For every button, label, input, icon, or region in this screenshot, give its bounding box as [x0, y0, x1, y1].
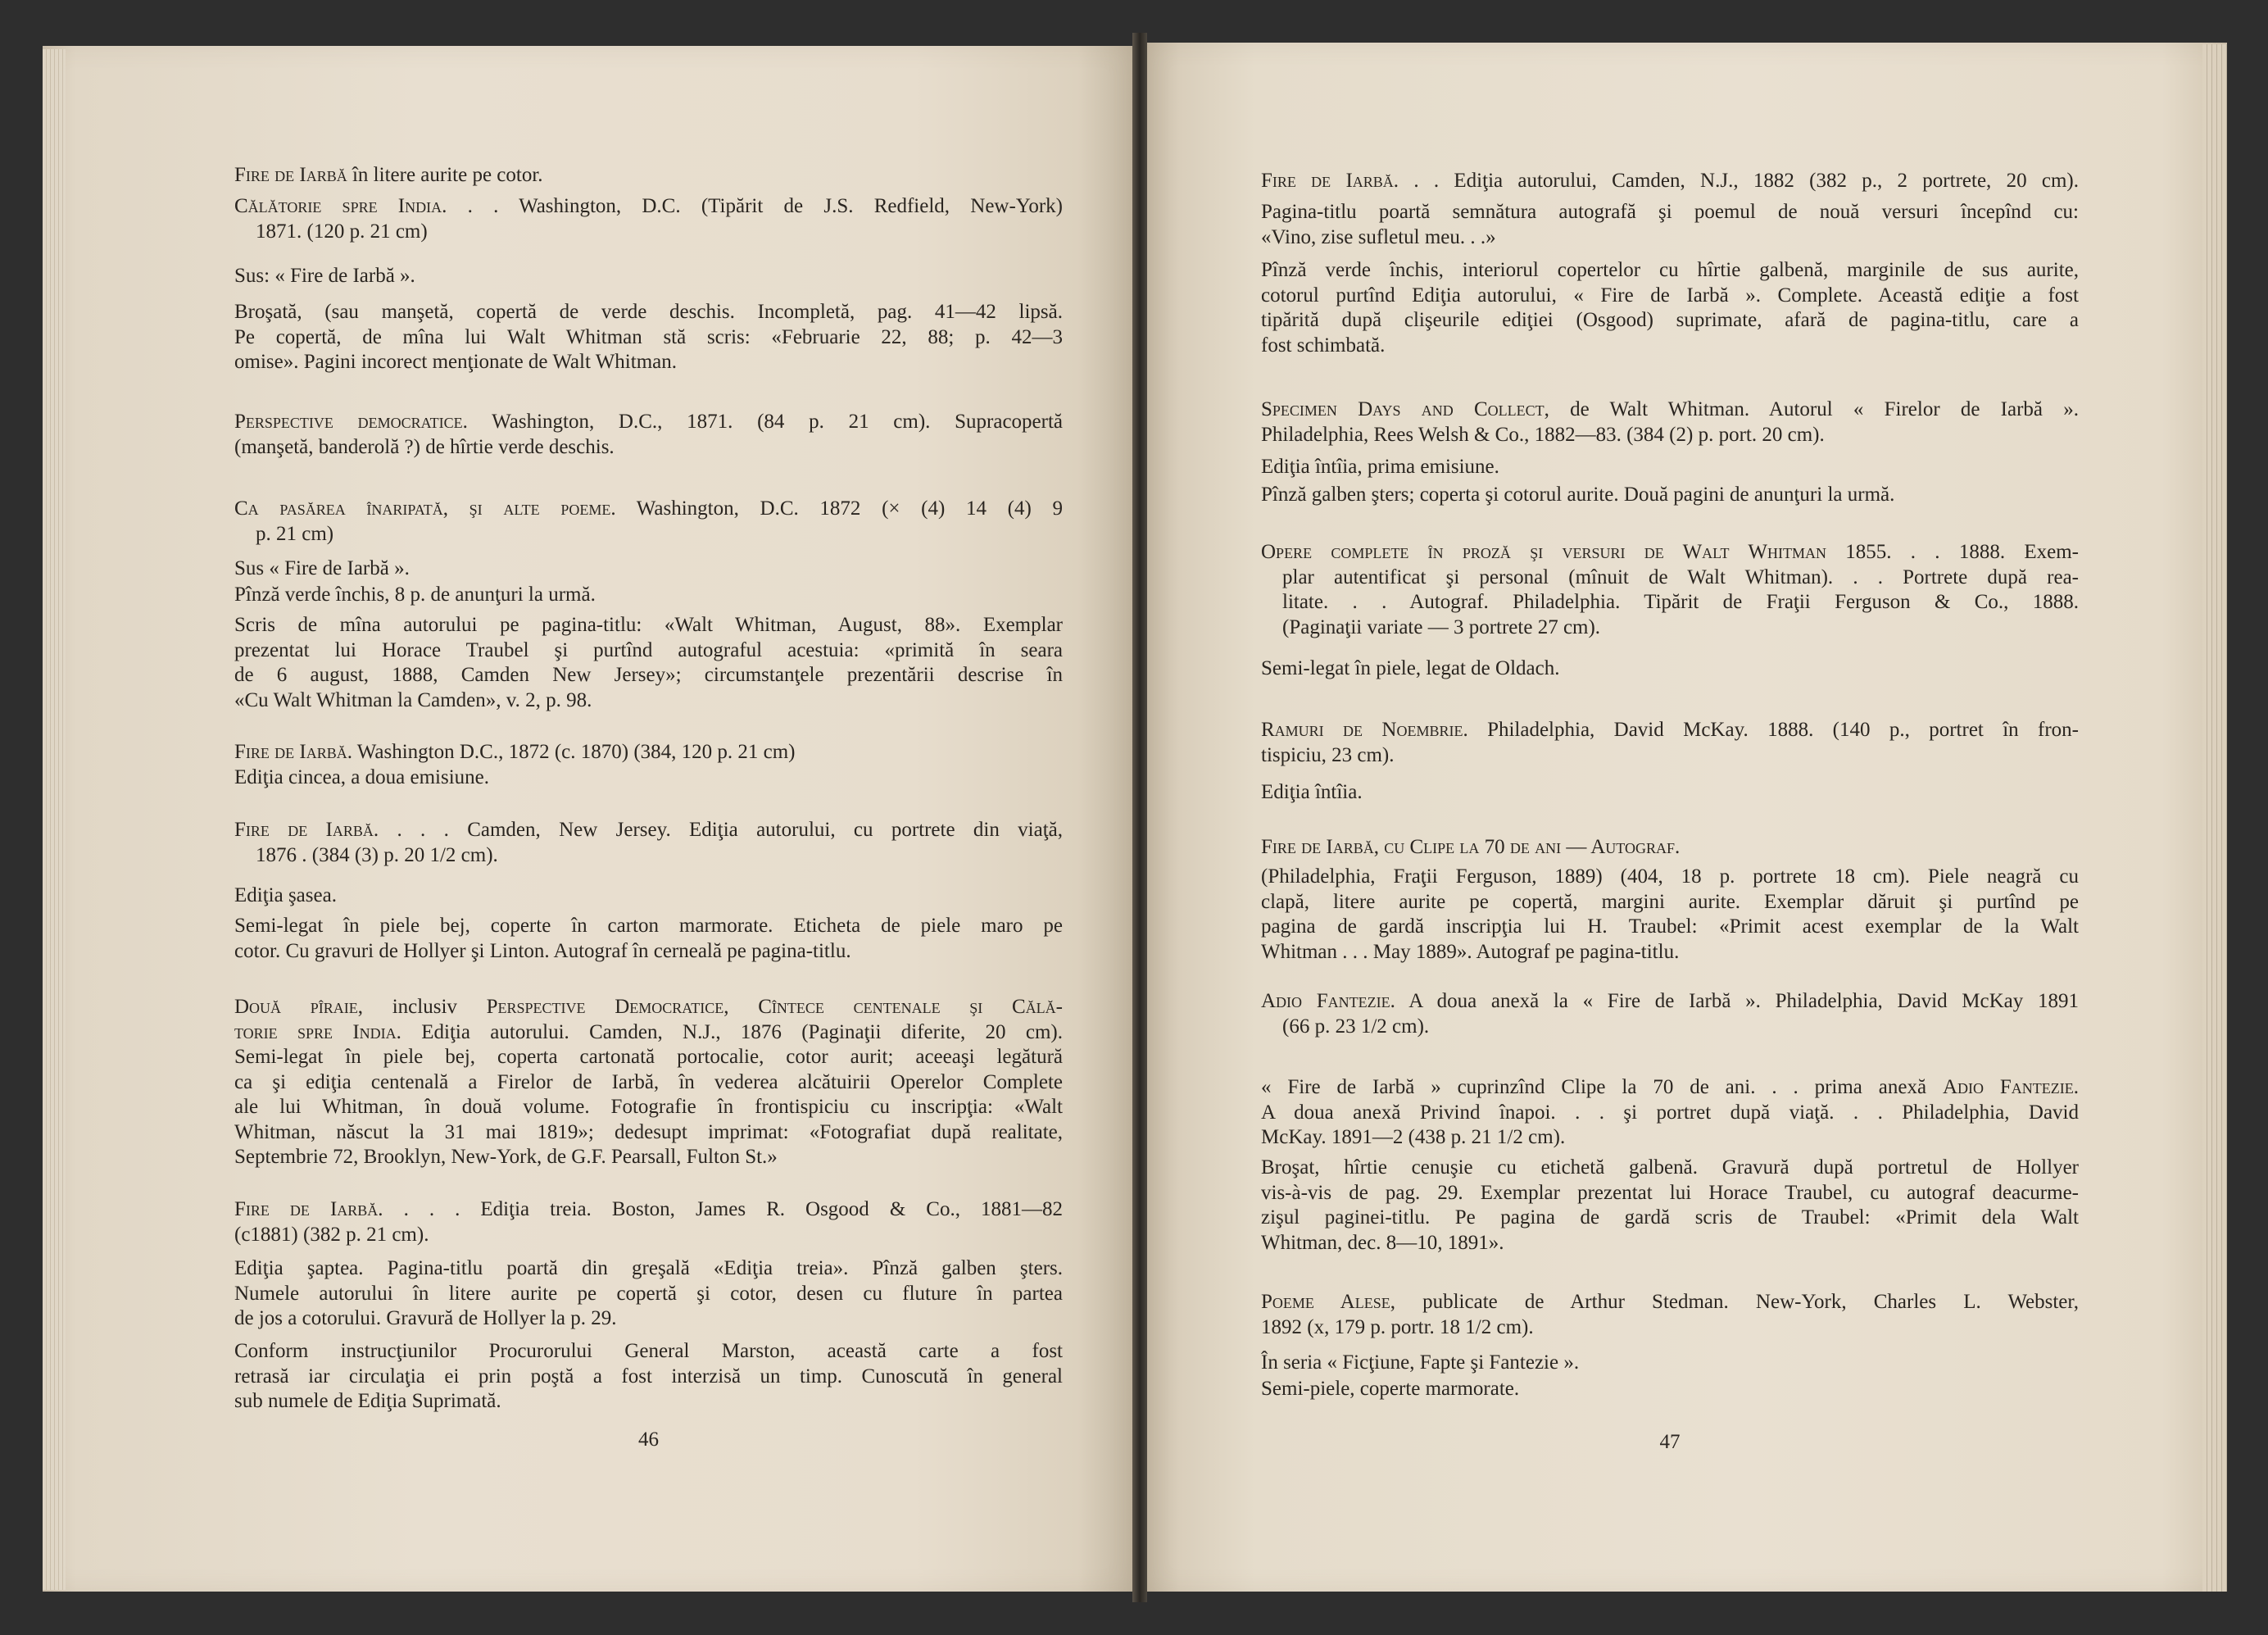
entry-paragraph [234, 264, 1063, 289]
text-line [234, 1389, 1063, 1415]
text-line [1261, 1156, 2079, 1181]
text-segment: . A doua anexă la « Fire de Iarbă ». Philadelphia, David McKay 1891 [1390, 990, 2079, 1012]
entry-paragraph [234, 300, 1063, 375]
text-segment: « Fire de Iarbă » cuprinzînd Clipe la 70 de ani. . . prima anexă [1261, 1076, 1943, 1098]
text-segment: . . . Ediţia autorului, Camden, N.J., 1882 (382 p., 2 portrete, 20 cm). [1393, 170, 2079, 192]
small-caps-title: Două pîraie [234, 996, 358, 1018]
text-line [1261, 334, 2079, 359]
text-line [234, 1070, 1063, 1096]
text-segment: . Washington, D.C. 1872 (× (4) 14 (4) 9 [610, 497, 1063, 520]
text-line [1261, 483, 2079, 508]
text-line [1261, 780, 2079, 806]
text-line [234, 1045, 1063, 1070]
small-caps-title: Fire de Iarbă [234, 1198, 379, 1220]
text-line [1261, 890, 2079, 915]
book-spine-gutter [1132, 33, 1147, 1602]
text-segment: «Cu Walt Whitman la Camden», v. 2, p. 98. [234, 688, 592, 711]
entry-paragraph [1261, 1075, 2079, 1151]
text-line [1261, 225, 2079, 251]
text-line [234, 325, 1063, 351]
text-segment: ale lui Whitman, în două volume. Fotografie în frontispiciu cu inscripţia: «Walt [234, 1096, 1063, 1118]
text-line [234, 818, 1063, 843]
left-page-text [234, 0, 1063, 1635]
text-line [234, 194, 1063, 220]
text-segment: Pînză verde închis, 8 p. de anunţuri la urmă. [234, 584, 596, 606]
entry-paragraph [234, 818, 1063, 868]
text-segment: Whitman, dec. 8—10, 1891». [1261, 1231, 1504, 1254]
entry-paragraph [234, 1256, 1063, 1332]
entry-paragraph [1261, 1377, 2079, 1402]
entry-paragraph [1261, 656, 2079, 682]
text-segment: p. 21 cm) [256, 522, 334, 545]
entry-paragraph [234, 740, 1063, 790]
text-segment: clapă, litere aurite pe copertă, margini aurite. Exemplar dăruit şi purtînd pe [1261, 890, 2079, 913]
entry-paragraph [1261, 483, 2079, 508]
text-segment: prezentat lui Horace Traubel şi purtînd autograful acestuia: «primită în seara [234, 638, 1063, 661]
text-line [1282, 590, 2079, 615]
text-line [234, 765, 1063, 791]
text-line [1261, 1075, 2079, 1101]
small-caps-title: Fire de Iarbă [1261, 170, 1394, 192]
text-segment: Conform instrucţiunilor Procurorului General Marston, această carte a fost [234, 1340, 1063, 1362]
text-segment: cotor. Cu gravuri de Hollyer şi Linton. Autograf în cerneală pe pagina-titlu. [234, 939, 851, 962]
text-line [234, 1145, 1063, 1170]
text-segment: Sus: « Fire de Iarbă ». [234, 265, 415, 287]
text-segment: (c1881) (382 p. 21 cm). [234, 1223, 429, 1246]
text-line [234, 995, 1063, 1020]
text-line [1261, 258, 2079, 284]
text-line [1261, 200, 2079, 225]
entry-paragraph [234, 556, 1063, 582]
small-caps-title: Călătorie spre India [234, 195, 442, 217]
text-segment: Scris de mîna autorului pe pagina-titlu: «Walt Whitman, August, 88». Exemplar [234, 614, 1063, 636]
text-line [234, 740, 1063, 765]
text-line [1261, 455, 2079, 480]
text-segment: Philadelphia, Rees Welsh & Co., 1882—83. (384 (2) p. port. 20 cm). [1261, 423, 1825, 446]
text-line [234, 1306, 1063, 1332]
small-caps-title: Opere complete în proză şi versuri de Walt Whitman [1261, 541, 1826, 563]
text-line [234, 163, 1063, 188]
text-line [234, 435, 1063, 461]
small-caps-title: Adio Fantezie [1261, 990, 1390, 1012]
text-segment: A doua anexă Privind înapoi. . . şi portret după viaţă. . . Philadelphia, David [1261, 1101, 2079, 1124]
entry-paragraph [234, 995, 1063, 1170]
entry-paragraph [1261, 1290, 2079, 1340]
text-line [1261, 940, 2079, 965]
text-line [1261, 1231, 2079, 1256]
text-segment: Ediţia şasea. [234, 884, 337, 906]
text-line [1261, 397, 2079, 423]
text-line [1261, 540, 2079, 565]
text-line [1282, 565, 2079, 591]
text-segment: (Paginaţii variate — 3 portrete 27 cm). [1282, 615, 1601, 638]
entry-paragraph [1261, 718, 2079, 768]
text-line [234, 1020, 1063, 1046]
text-segment: 1855. . . 1888. Exem- [1826, 541, 2079, 563]
text-line [1261, 835, 2079, 861]
entry-paragraph [1261, 835, 2079, 861]
text-segment: Broşat, hîrtie cenuşie cu etichetă galbenă. Gravură după portretul de Hollyer [1261, 1156, 2079, 1179]
text-segment: zişul paginei-titlu. Pe pagina de gardă scris de Traubel: «Primit dela Walt [1261, 1206, 2079, 1229]
text-line [1261, 284, 2079, 309]
text-line [234, 264, 1063, 289]
text-segment: . . . . Ediţia treia. Boston, James R. Osgood & Co., 1881—82 [378, 1198, 1063, 1220]
text-line [256, 522, 1063, 547]
text-line [234, 1223, 1063, 1248]
text-line [1261, 1125, 2079, 1151]
text-segment: . . . Washington, D.C. (Tipărit de J.S. Redfield, New-York) [442, 195, 1063, 217]
small-caps-title: Adio Fantezie [1942, 1076, 2074, 1098]
small-caps-title: Fire de Iarbă [234, 741, 347, 763]
small-caps-title: Fire de Iarbă, cu Clipe la 70 de ani — Autograf. [1261, 836, 1681, 858]
text-line [1261, 1315, 2079, 1341]
small-caps-title: Fire de Iarbă [234, 164, 347, 186]
text-segment: , [723, 996, 759, 1018]
text-line [234, 663, 1063, 688]
text-segment: Semi-legat în piele bej, coperte în carton marmorate. Eticheta de piele maro pe [234, 915, 1063, 937]
text-segment: Sus « Fire de Iarbă ». [234, 557, 410, 579]
text-segment: . [2073, 1076, 2079, 1098]
text-line [234, 688, 1063, 714]
text-line [1261, 656, 2079, 682]
text-segment: Ediţia întîia. [1261, 781, 1363, 803]
text-line [234, 1365, 1063, 1390]
page-number: 46 [638, 1428, 659, 1451]
text-segment: , publicate de Arthur Stedman. New-York, Charles L. Webster, [1390, 1291, 2079, 1313]
text-segment: Septembrie 72, Brooklyn, New-York, de G.F. Pearsall, Fulton St.» [234, 1146, 778, 1168]
text-segment: Numele autorului în litere aurite pe copertă şi cotor, desen cu fluture în partea [234, 1282, 1063, 1305]
text-line [234, 556, 1063, 582]
text-line [234, 583, 1063, 608]
text-segment: 1871. (120 p. 21 cm) [256, 220, 428, 243]
text-segment: 1892 (x, 179 p. portr. 18 1/2 cm). [1261, 1315, 1534, 1338]
text-segment: Semi-legat în piele, legat de Oldach. [1261, 657, 1560, 679]
small-caps-title: Perspective democratice [234, 411, 463, 433]
text-segment: Semi-legat în piele bej, coperta cartonată portocalie, cotor aurit; aceeaşi legătură [234, 1046, 1063, 1068]
text-segment: McKay. 1891—2 (438 p. 21 1/2 cm). [1261, 1126, 1566, 1148]
text-segment: pagina de gardă inscripţia lui H. Traubel: «Primit acest exemplar de la Walt [1261, 915, 2079, 938]
text-line [1261, 1101, 2079, 1126]
text-segment: (66 p. 23 1/2 cm). [1282, 1015, 1430, 1038]
text-segment: tipărită după clişeurile ediţiei (Osgood) suprimate, afară de pagina-titlu, care a [1261, 309, 2079, 331]
text-segment: . Ediţia autorului. Camden, N.J., 1876 (Paginaţii diferite, 20 cm). [396, 1020, 1063, 1043]
text-line [1261, 1377, 2079, 1402]
text-line [234, 1256, 1063, 1282]
text-segment: vis-à-vis de pag. 29. Exemplar prezentat lui Horace Traubel, cu autograf deacurme- [1261, 1181, 2079, 1204]
text-segment: litate. . . Autograf. Philadelphia. Tipărit de Fraţii Ferguson & Co., 1888. [1282, 591, 2079, 613]
entry-paragraph [234, 613, 1063, 713]
text-line [1261, 865, 2079, 890]
text-line [1261, 1351, 2079, 1376]
text-segment: Whitman, născut la 31 mai 1819»; dedesupt imprimat: «Fotografiat după realitate, [234, 1120, 1063, 1143]
entry-paragraph [1261, 455, 2079, 480]
text-segment: Broşată, (sau manşetă, copertă de verde deschis. Incompletă, pag. 41—42 lipsă. [234, 301, 1063, 323]
text-segment: în litere aurite pe cotor. [347, 164, 543, 186]
text-line [234, 883, 1063, 909]
small-caps-title: Ramuri de Noembrie [1261, 719, 1463, 741]
text-line [1261, 423, 2079, 448]
text-segment: fost schimbată. [1261, 334, 1386, 357]
text-line [1261, 308, 2079, 334]
entry-paragraph [1261, 258, 2079, 358]
text-segment: Whitman . . . May 1889». Autograf pe pagina-titlu. [1261, 940, 1680, 963]
entry-paragraph [234, 1197, 1063, 1247]
entry-paragraph [234, 194, 1063, 244]
text-segment: . Philadelphia, David McKay. 1888. (140 p., portret în fron- [1463, 719, 2079, 741]
small-caps-title: Specimen Days and Collect [1261, 398, 1545, 420]
small-caps-title: Poeme Alese [1261, 1291, 1390, 1313]
text-line [1261, 169, 2079, 194]
text-line [1261, 1290, 2079, 1315]
text-segment: de jos a cotorului. Gravură de Hollyer la p. 29. [234, 1307, 617, 1329]
text-segment: plar autentificat şi personal (mînuit de Walt Whitman). . . Portrete după rea- [1282, 565, 2079, 588]
entry-paragraph [1261, 169, 2079, 194]
text-line [234, 1339, 1063, 1365]
text-line [234, 1197, 1063, 1223]
text-line [256, 220, 1063, 245]
text-segment: tispiciu, 23 cm). [1261, 743, 1395, 766]
entry-paragraph [234, 883, 1063, 909]
text-line [234, 497, 1063, 522]
text-line [234, 638, 1063, 664]
text-segment: cotorul purtînd Ediţia autorului, « Fire de Iarbă ». Complete. Această ediţie a fost [1261, 284, 2079, 307]
text-segment: . Washington D.C., 1872 (c. 1870) (384, 120 p. 21 cm) [347, 741, 796, 763]
text-line [234, 300, 1063, 325]
text-segment: (Philadelphia, Fraţii Ferguson, 1889) (404, 18 p. portrete 18 cm). Piele neagră cu [1261, 865, 2079, 888]
text-line [1261, 1206, 2079, 1231]
text-segment: omise». Pagini incorect menţionate de Walt Whitman. [234, 351, 677, 373]
small-caps-title: Ca pasărea înaripată, şi alte poeme [234, 497, 611, 520]
text-segment: . . . . Camden, New Jersey. Ediţia autorului, cu portrete din viaţă, [373, 819, 1063, 841]
page-stack-edge-right [2202, 44, 2227, 1592]
entry-paragraph [1261, 865, 2079, 965]
page-stack-edge-left [43, 49, 66, 1590]
entry-paragraph [1261, 200, 2079, 250]
text-line [1282, 615, 2079, 641]
small-caps-title: torie spre India [234, 1020, 397, 1043]
text-segment: . Washington, D.C., 1871. (84 p. 21 cm). Supracopertă [462, 411, 1063, 433]
text-segment: retrasă iar circulaţia ei prin poştă a fost interzisă un timp. Cunoscută în general [234, 1365, 1063, 1387]
text-segment: ca şi ediţia centenală a Firelor de Iarbă, în vederea alcătuirii Operelor Complete [234, 1070, 1063, 1093]
small-caps-title: Fire de Iarbă [234, 819, 374, 841]
entry-paragraph [1261, 397, 2079, 447]
text-segment: (manşetă, banderolă ?) de hîrtie verde deschis. [234, 435, 615, 458]
entry-paragraph [1261, 540, 2079, 640]
text-line [234, 1095, 1063, 1120]
page-number: 47 [1659, 1431, 1681, 1453]
entry-paragraph [234, 914, 1063, 964]
text-line [234, 939, 1063, 965]
text-line [234, 1282, 1063, 1307]
text-segment: Pînză galben şters; coperta şi cotorul aurite. Două pagini de anunţuri la urmă. [1261, 484, 1895, 506]
text-line [1261, 718, 2079, 743]
right-page-text [1261, 0, 2079, 1635]
entry-paragraph [1261, 989, 2079, 1039]
entry-paragraph [234, 497, 1063, 547]
text-segment: de 6 august, 1888, Camden New Jersey»; circumstanţele prezentării descrise în [234, 664, 1063, 686]
text-segment: În seria « Ficţiune, Fapte şi Fantezie ». [1261, 1351, 1580, 1374]
text-segment: 1876 . (384 (3) p. 20 1/2 cm). [256, 843, 498, 866]
entry-paragraph [234, 1339, 1063, 1415]
text-line [1261, 989, 2079, 1015]
text-segment: Pe copertă, de mîna lui Walt Whitman stă scris: «Februarie 22, 88; p. 42—3 [234, 325, 1063, 348]
text-line [1282, 1015, 2079, 1040]
text-line [1261, 915, 2079, 940]
text-segment: , inclusiv [357, 996, 487, 1018]
small-caps-title: Perspective Democratice [486, 996, 724, 1018]
text-line [234, 613, 1063, 638]
text-line [234, 914, 1063, 939]
text-segment: Pînză verde închis, interiorul copertelor cu hîrtie galbenă, marginile de sus aurite, [1261, 259, 2079, 281]
text-line [256, 843, 1063, 869]
text-segment: Ediţia şaptea. Pagina-titlu poartă din greşală «Ediţia treia». Pînză galben şters. [234, 1257, 1063, 1279]
text-segment: «Vino, zise sufletul meu. . .» [1261, 225, 1496, 248]
text-segment: Ediţia întîia, prima emisiune. [1261, 456, 1499, 478]
entry-paragraph [1261, 1351, 2079, 1376]
text-segment: Pagina-titlu poartă semnătura autografă şi poemul de nouă versuri începînd cu: [1261, 201, 2079, 223]
text-segment: Semi-piele, coperte marmorate. [1261, 1378, 1520, 1400]
entry-paragraph [234, 410, 1063, 460]
text-segment: , de Walt Whitman. Autorul « Firelor de Iarbă ». [1544, 398, 2079, 420]
text-line [1261, 1181, 2079, 1206]
text-line [234, 350, 1063, 375]
entry-paragraph [234, 163, 1063, 188]
text-segment: Ediţia cincea, a doua emisiune. [234, 765, 489, 788]
entry-paragraph [1261, 1156, 2079, 1256]
entry-paragraph [234, 583, 1063, 608]
text-line [234, 410, 1063, 435]
text-line [234, 1120, 1063, 1146]
entry-paragraph [1261, 780, 2079, 806]
small-caps-title: Cîntece centenale şi Călă- [758, 996, 1063, 1018]
text-segment: sub numele de Ediţia Suprimată. [234, 1390, 501, 1412]
text-line [1261, 743, 2079, 769]
